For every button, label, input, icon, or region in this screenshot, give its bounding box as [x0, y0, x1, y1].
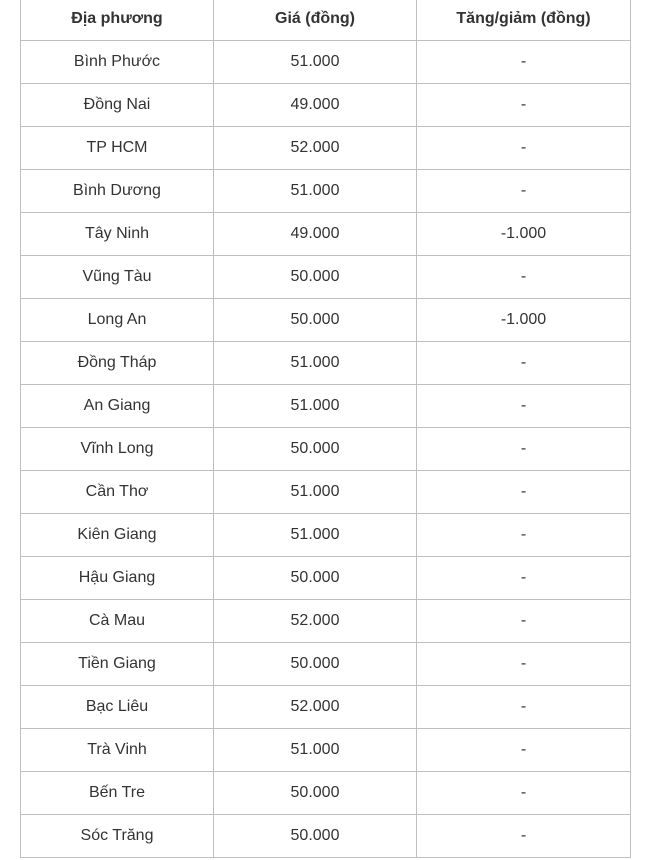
table-row [21, 428, 631, 471]
cell-price: 51.000 [214, 514, 417, 557]
cell-region: Cần Thơ [21, 471, 214, 514]
cell-change: - [417, 385, 631, 428]
table-row [21, 600, 631, 643]
cell-region: Trà Vinh [21, 729, 214, 772]
cell-region: Đồng Tháp [21, 342, 214, 385]
cell-change: - [417, 772, 631, 815]
cell-change: - [417, 170, 631, 213]
cell-region: Cà Mau [21, 600, 214, 643]
cell-change: - [417, 428, 631, 471]
cell-change: - [417, 643, 631, 686]
cell-change: -1.000 [417, 299, 631, 342]
cell-change: - [417, 815, 631, 858]
table-row [21, 170, 631, 213]
cell-region: An Giang [21, 385, 214, 428]
cell-change: - [417, 557, 631, 600]
cell-change: - [417, 127, 631, 170]
header-price: Giá (đồng) [214, 0, 417, 41]
cell-region: TP HCM [21, 127, 214, 170]
cell-change: -1.000 [417, 213, 631, 256]
cell-change: - [417, 84, 631, 127]
table-row [21, 471, 631, 514]
header-region: Địa phương [21, 0, 214, 41]
cell-price: 52.000 [214, 600, 417, 643]
cell-price: 51.000 [214, 385, 417, 428]
cell-region: Tiền Giang [21, 643, 214, 686]
table-row [21, 385, 631, 428]
cell-price: 50.000 [214, 772, 417, 815]
cell-price: 52.000 [214, 686, 417, 729]
cell-change: - [417, 514, 631, 557]
table-header [21, 0, 631, 41]
cell-region: Bình Phước [21, 41, 214, 84]
cell-change: - [417, 686, 631, 729]
cell-price: 50.000 [214, 299, 417, 342]
cell-change: - [417, 471, 631, 514]
cell-price: 49.000 [214, 84, 417, 127]
cell-region: Long An [21, 299, 214, 342]
table-row [21, 514, 631, 557]
table-row [21, 127, 631, 170]
cell-region: Tây Ninh [21, 213, 214, 256]
cell-price: 51.000 [214, 170, 417, 213]
cell-price: 50.000 [214, 256, 417, 299]
price-table-container [20, 0, 630, 858]
cell-price: 50.000 [214, 428, 417, 471]
cell-region: Vĩnh Long [21, 428, 214, 471]
cell-region: Hậu Giang [21, 557, 214, 600]
table-row [21, 643, 631, 686]
cell-price: 52.000 [214, 127, 417, 170]
cell-region: Bến Tre [21, 772, 214, 815]
cell-change: - [417, 600, 631, 643]
table-body [21, 41, 631, 858]
table-row [21, 213, 631, 256]
cell-price: 50.000 [214, 643, 417, 686]
cell-price: 50.000 [214, 815, 417, 858]
cell-price: 51.000 [214, 342, 417, 385]
table-row [21, 772, 631, 815]
table-row [21, 41, 631, 84]
header-row [21, 0, 631, 41]
table-row [21, 342, 631, 385]
cell-change: - [417, 729, 631, 772]
cell-region: Sóc Trăng [21, 815, 214, 858]
table-row [21, 815, 631, 858]
cell-region: Đồng Nai [21, 84, 214, 127]
table-row [21, 84, 631, 127]
table-row [21, 299, 631, 342]
table-row [21, 686, 631, 729]
cell-region: Vũng Tàu [21, 256, 214, 299]
table-row [21, 557, 631, 600]
cell-price: 51.000 [214, 471, 417, 514]
cell-change: - [417, 256, 631, 299]
cell-change: - [417, 342, 631, 385]
cell-change: - [417, 41, 631, 84]
cell-region: Kiên Giang [21, 514, 214, 557]
table-row [21, 729, 631, 772]
cell-price: 49.000 [214, 213, 417, 256]
price-table [20, 0, 631, 858]
cell-price: 51.000 [214, 41, 417, 84]
cell-region: Bạc Liêu [21, 686, 214, 729]
cell-price: 50.000 [214, 557, 417, 600]
header-change: Tăng/giảm (đồng) [417, 0, 631, 41]
cell-region: Bình Dương [21, 170, 214, 213]
table-row [21, 256, 631, 299]
cell-price: 51.000 [214, 729, 417, 772]
